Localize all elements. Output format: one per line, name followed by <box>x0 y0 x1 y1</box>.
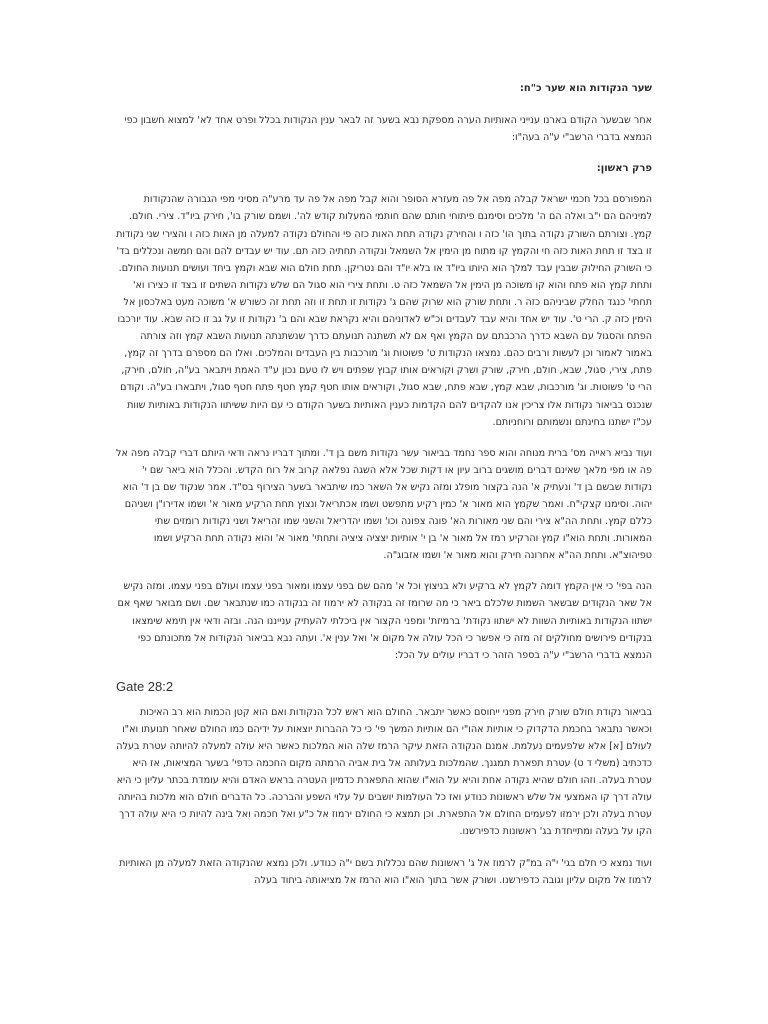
paragraph-2: ועוד נביא ראייה מס' ברית מנוחה והוא ספר נחמד בביאור עשר נקודות משם בן ד'. ומתוך דבריו נראה ודאי היותם דברי קבלה מפה אל פה או מפי מלאך שאינם דברים מושגים ברוב עיון או דקות שכל אלא השגה נפלאה קרוב אל רוח הקדש. והכלל הוא ביאר שם י' נקודות שבשם בן ד' ונעתיק א' הנה בקצור מופלג ומזה נקיש אל השאר כמו שיתבאר בשער הצירוף בס"ד. אמר שנקוד שם בן ד' הוא יהוה. וסימנו קצקי"ח. ואמר שקמץ הוא מאור א' כמין רקיע מתפשט ושמו אכתריאל ונצוץ תחת הרקיע מאור א' ושמו אדירו"ן ושניהם כללם קמץ. ותחת הה"א צירי והם שני מאורות הא' פונה צפונה וכו' ושמו יהדריאל והשני שמו זהריאל ושני נקודות רומזים שתי המאורות. ותחת הוא"ו קמץ והרקיע רמז אל מאור א' בן י' אותיות יצציה ציציה ותחתי' מאור א' והוא נקודה תחת הרקיע ושמו טפיהוצ"א. ותחת הה"א אחרונה חירק והוא מאור א' ושמו אזבוג"ה. <box>116 447 652 562</box>
section-label: Gate 28:2 <box>116 678 174 694</box>
paragraph-4: בביאור נקודת חולם שורק חירק מפני ייחוסם כאשר יתבאר. החולם הוא ראש לכל הנקודות ואם הוא קטן הכמות הוא רב האיכות וכאשר נתבאר בחכמת הדקדוק כי אותיות אהו"י הם אותיות המשך פי' כי כל ההברות יוצאות על ידיהם כמו החולם שאחר תנועתו וא"ו לעולם [א] אלא שלפעמים נעלמת. אמנם הנקודה הזאת עיקר הרמז שלה הוא המלכות כאשר היא עולה למעלה להיותה עטרת בעלה כדכתיב (משלי ד ט) עטרת תפארת תמגנך. שהמלכות בעלותה אל בית אביה הרמתה מקום החכמה כדפי' בשער המציאות, אז היא עטרת בעלה. וזהו חולם שהיא נקודה אחת והיא על הוא"ו שהוא התפארת כדמיון העטרה בראש האדם והיא עומדת בכתר עליון כי היא עולה דרך קו האמצעי אל שלש ראשונות כנודע ואז כל העולמות יושבים על עלוי השפע והברכה. כל הדברים חולם הוא מלכות בהיותה עטרת בעלה ולכן ירמזו לפעמים החולם אל התפארת. וכן תמצא כי החולם ירמוז אל כ"ע ואל חכמה ואל בינה להיות כי היא עולה דרך הקו על בעלה ומתייחדת בג' ראשונות כדפירשנו. <box>116 706 652 838</box>
gate-title: שער הנקודות הוא שער כ"ח: <box>519 83 652 94</box>
intro-paragraph: אחר שבשער הקודם בארנו ענייני האותיות הערה מספקת נבא בשער זה לבאר ענין הנקודות בכלל ופרט אחד לא' למצוא חשבון כפי הנמצא בדברי הרשב"י ע"ה בעה"ו: <box>124 115 652 144</box>
paragraph-3: הנה בפי' כי אין הקמץ דומה לקמץ לא ברקיע ולא בניצוץ וכל א' מהם שם בפני עצמו ומאור בפני עצמו ועולם בפני עצמו. ומזה נקיש אל שאר הנקודים שבשאר השמות שלכלם ביאר כי מה שרומז זה בנקודה לא ירמוז זה בנקודה כמו שנתבאר שם. ושם מבואר שאף אם ישתוו הנקודות באותיות השוות לא ישתוו נקודת' ברמיזת' ומפני הקצור אין ביכלתי להעתיק ענייננו הנה. ובזה ודאי אין תימא שימצאו בנקודים פירושים מחולקים זה מזה כי אפשר כי הכל עולה אל מקום א' ואל ענין א'. ועתה נבא בביאור הנקודות אל מתכונתם כפי הנמצא בדברי הרשב"י ע"ה בספר הזהר כי דבריו עולים על הכל: <box>117 581 652 661</box>
paragraph-5: ועוד נמצא כי חלם בגי' י"ה במ"ק לרמוז אל ג' ראשונות שהם נכללות בשם י"ה כנודע. ולכן נמצא שהנקודה הזאת למעלה מן האותיות לרמוז אל מקום עליון וגובה כדפירשנו. ושורק אשר בתוך הוא"ו הוא הרמז אל מציאותה ביחוד בעלה <box>119 857 652 886</box>
paragraph-1: המפורסם בכל חכמי ישראל קבלה מפה אל פה מעזרא הסופר והוא קבל מפה אל פה עד מרע"ה מסיני מפי הגבורה שהנקודות למיניהם הם י"ב ואלה הם ה' מלכים וסימנם פיתוחי חותם שהם חותמי המעלות קודש לה'. ושמם שורק בו', חירק ביו"ד. צירי. חולם. קמץ. וצורתם השורק נקודה בתוך הו' כזה ו והחירק נקודה תחת האות כזה פי והחולם נקודה למעלה מן האות כזה ו והצירי שני נקודות זו בצד זו תחת האות כזה חי והקמץ קו מתוח מן הימין אל השמאל ונקודה תחתיה כזה תם. עוד יש עבדים להם והם חמשה ונכללים בד' כי השורק החילוק שבבין עבד למלך הוא היותו ביו"ד או בלא יו"ד והם נטריקן. תחת חולם הוא שבא וקמץ ביחד ועושים תנועות החולם. ותחת קמץ הוא פתח והוא קו משוכה מן הימין אל השמאל כזה ט. ותחת צירי הוא סגול הם שלש נקודות השתים זו בצד זו כצירו וא' תחתי' כנגד החלק שביניהם כזה ר. ותחת שורק הוא שרוק שהם ג' נקודות זו תחת זו וזה תחת זה כשורש א' משוכה מעט באלכסון אל הימין כזה ק. הרי ט'. עוד יש אחד והיא עבד לעבדים וכ"ש לאדוניהם והיא נקראת שבא והם ב' נקודות זו על גב זו כזה שבא. עוד יורכבו הפתח והסגול עם השבא כדרך הרכבתם עם הקמץ ואף אם לא תשתנה תנועתם כדרך שנשתנתה תנועות השבא קמץ וזה צורתה באמור לאמור וכן לעשות ורבים כהם. נמצאו הנקודות ט' פשוטות וג' מורכבות בין העבדים והמלכים. ואלו הם מספרם בדרך זה קמץ, פתח, צירי, סגול, שבא, חולם, חירק, שורק ושרק וקוראים אותו קבוץ שפתים ויש לו טעם נכון ע"ד האמת ויתבאר בע"ה, חולם, חירק, הרי ט' פשוטות. וג' מורכבות, שבא קמץ, שבא פתח, שבא סגול, וקוראים אותו חטף קמץ חטף פתח חטף סגול, ויתבארו בע"ה. וקודם שנכנס בביאור נקודות אלו צריכין אנו להקדים להם הקדמות כענין האותיות בשער הקודם כי עם היות ששיתוו הנקודות באותיות שוות עכ"ז ישתנו בחינתם ונשמותם ורוחניותם. <box>116 194 652 428</box>
document-page <box>116 80 652 903</box>
chapter-heading: פרק ראשון: <box>596 163 652 175</box>
